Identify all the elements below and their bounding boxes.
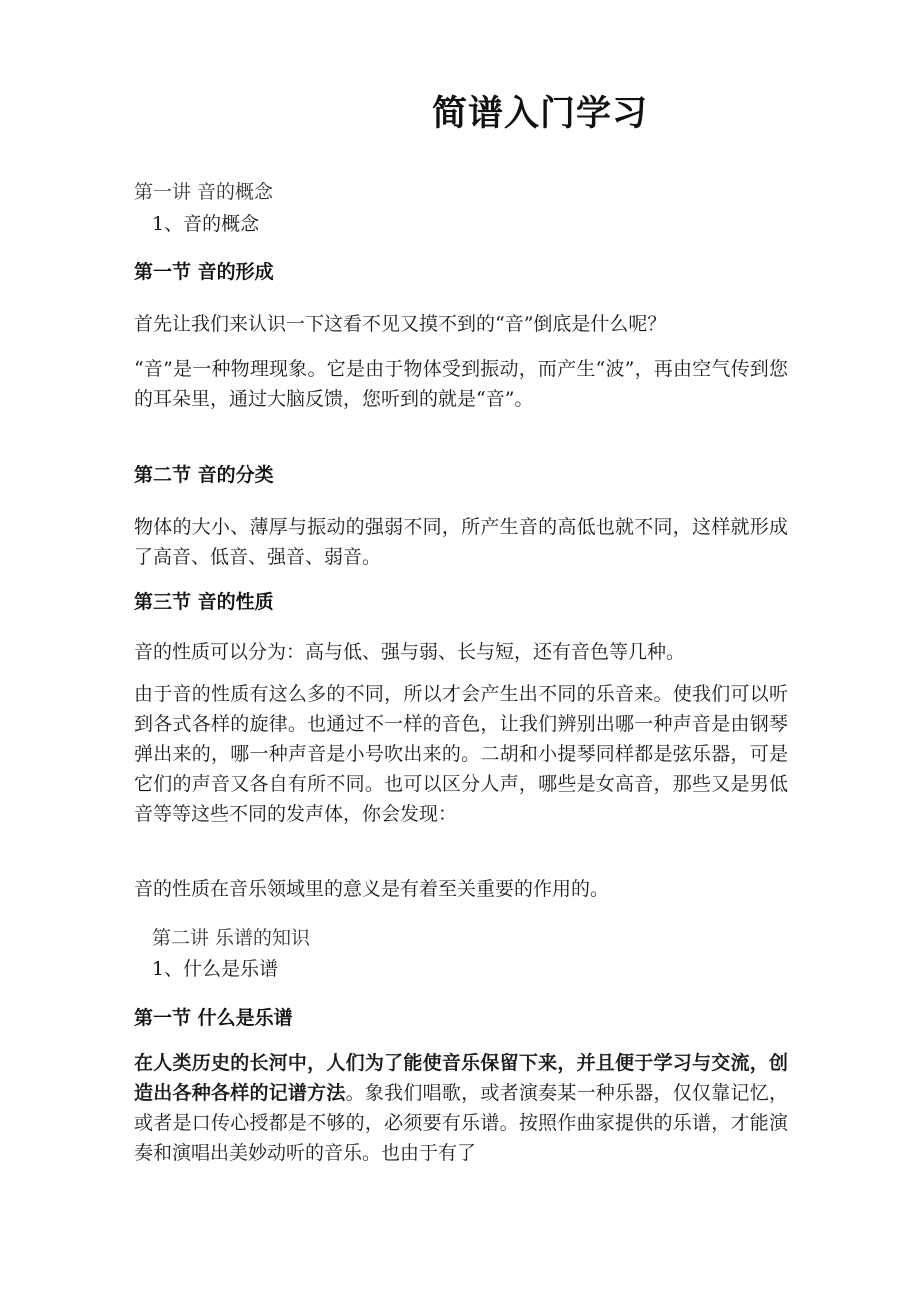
section-3-paragraph-3: 音的性质在音乐领域里的意义是有着至关重要的作用的。	[134, 878, 610, 900]
section-3-heading: 第三节 音的性质	[134, 591, 274, 613]
section-1-paragraph-2: “音”是一种物理现象。它是由于物体受到振动，而产生“波”，再由空气传到您的耳朵里，通过大脑反馈，您听到的就是“音”。	[134, 358, 788, 410]
section-1-heading: 第一节 音的形成	[134, 261, 274, 283]
section-4-heading: 第一节 什么是乐谱	[134, 1007, 293, 1029]
lecture-1-item: 1、音的概念	[152, 213, 260, 235]
section-3-paragraph-2: 由于音的性质有这么多的不同，所以才会产生出不同的乐音来。使我们可以听到各式各样的旋律。也通过不一样的音色，让我们辨别出哪一种声音是由钢琴弹出来的，哪一种声音是小号吹出来的。二胡和小提琴同样都是弦乐器，可是它们的声音又各自有所不同。也可以区分人声，哪些是女高音，那些又是男低音等等这些不同的发声体，你会发现：	[134, 683, 788, 825]
section-4-paragraph-1	[134, 1048, 788, 1168]
section-2-heading: 第二节 音的分类	[134, 464, 274, 486]
lecture-1-heading: 第一讲 音的概念	[134, 181, 274, 203]
lecture-2-heading: 第二讲 乐谱的知识	[152, 927, 311, 949]
lecture-2-item: 1、什么是乐谱	[152, 958, 279, 980]
section-2-paragraph-1: 物体的大小、薄厚与振动的强弱不同，所产生音的高低也就不同，这样就形成了高音、低音、强音、弱音。	[134, 516, 788, 568]
section-3-paragraph-1: 音的性质可以分为：高与低、强与弱、长与短，还有音色等几种。	[134, 641, 686, 663]
section-1-paragraph-1: 首先让我们来认识一下这看不见又摸不到的“音”倒底是什么呢？	[134, 313, 667, 335]
section-4-paragraph-1-emphasis: 在人类历史的长河中，人们为了能使音乐保留下来，并且便于学习与交流，创造出各种各样的记谱方法	[134, 1052, 788, 1104]
section-4-paragraph-1-rest: 。象我们唱歌，或者演奏某一种乐器，仅仅靠记忆，或者是口传心授都是不够的，必须要有乐谱。按照作曲家提供的乐谱，才能演奏和演唱出美妙动听的音乐。也由于有了	[134, 1082, 788, 1164]
document-title: 简谱入门学习	[431, 94, 648, 134]
